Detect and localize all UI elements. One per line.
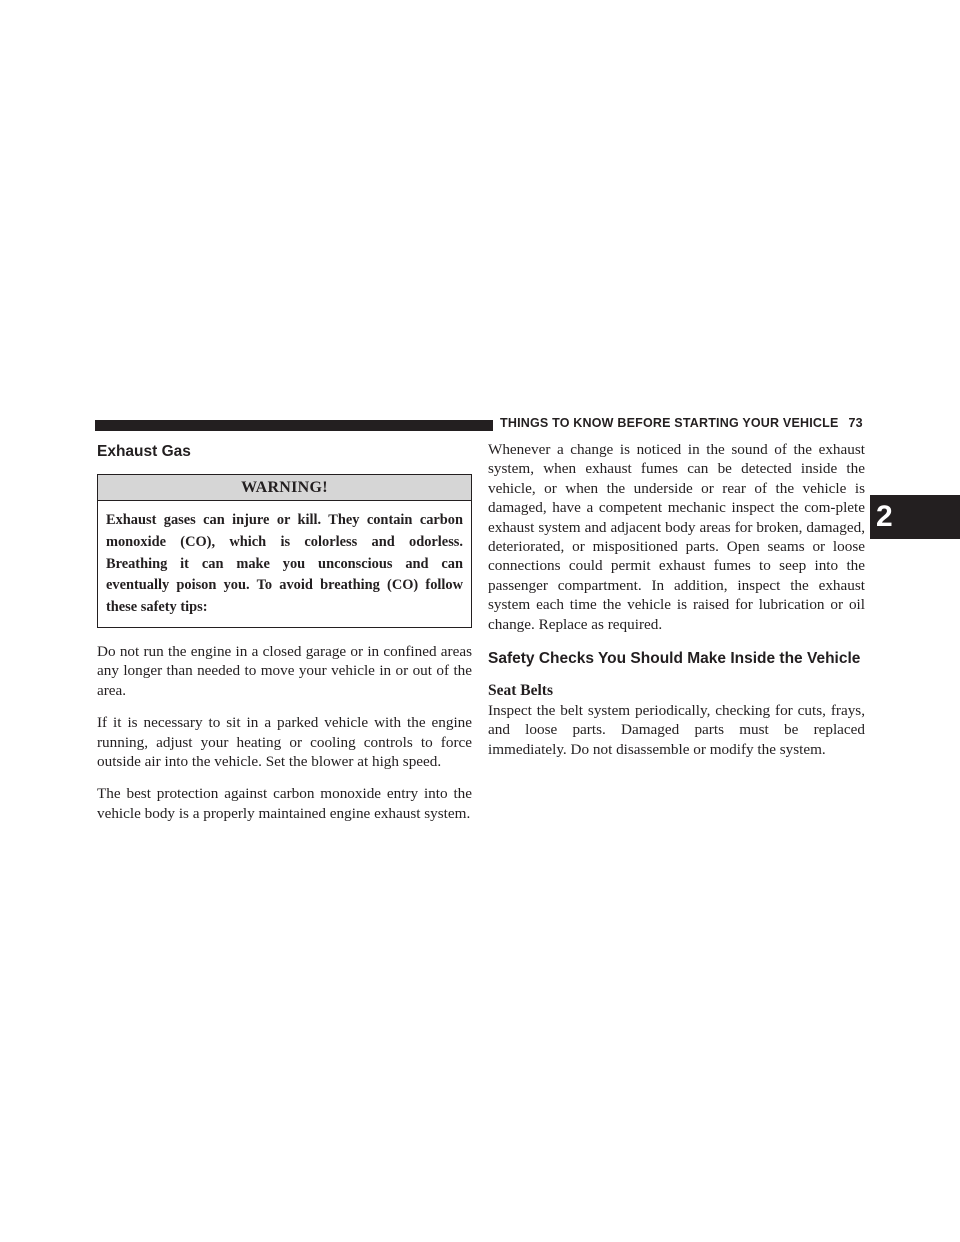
section-title: THINGS TO KNOW BEFORE STARTING YOUR VEHICLE (500, 416, 839, 430)
right-column (488, 440, 865, 772)
paragraph: Do not run the engine in a closed garage or in confined areas any longer than needed to move your vehicle in or out of the area. (97, 642, 472, 699)
paragraph: Whenever a change is noticed in the sound of the exhaust system, when exhaust fumes can be detected inside the vehicle, or when the underside or rear of the vehicle is damaged, have a competent mechanic inspect the com-plete exhaust system and adjacent body areas for broken, damaged, deteriorated, or mispositioned parts. Open seams or loose connections could permit exhaust fumes to seep into the passenger compartment. In addition, inspect the exhaust system each time the vehicle is raised for lubrication or oil change. Replace as required. (488, 441, 865, 633)
warning-box (97, 474, 472, 628)
chapter-tab: 2 (870, 495, 960, 539)
paragraph: The best protection against carbon monoxide entry into the vehicle body is a properly maintained engine exhaust system. (97, 785, 472, 822)
paragraph: If it is necessary to sit in a parked vehicle with the engine running, adjust your heating or cooling controls to force outside air into the vehicle. Set the blower at high speed. (97, 714, 472, 771)
warning-title: WARNING! (98, 475, 471, 501)
safety-checks-heading: Safety Checks You Should Make Inside the Vehicle (488, 650, 861, 668)
header-rule (95, 420, 493, 431)
left-column (97, 440, 472, 836)
warning-body: Exhaust gases can injure or kill. They contain carbon monoxide (CO), which is colorless and odorless. Breathing it can make you unconscious and can eventually poison you. To avoid breathing (CO) follow these safety tips: (106, 512, 463, 616)
running-header (500, 416, 863, 430)
seat-belts-subheading: Seat Belts (488, 682, 554, 700)
exhaust-gas-heading: Exhaust Gas (97, 443, 191, 460)
page-number: 73 (848, 416, 863, 430)
paragraph: Inspect the belt system periodically, checking for cuts, frays, and loose parts. Damaged parts must be replaced immediately. Do not disassemble or modify the system. (488, 702, 865, 758)
